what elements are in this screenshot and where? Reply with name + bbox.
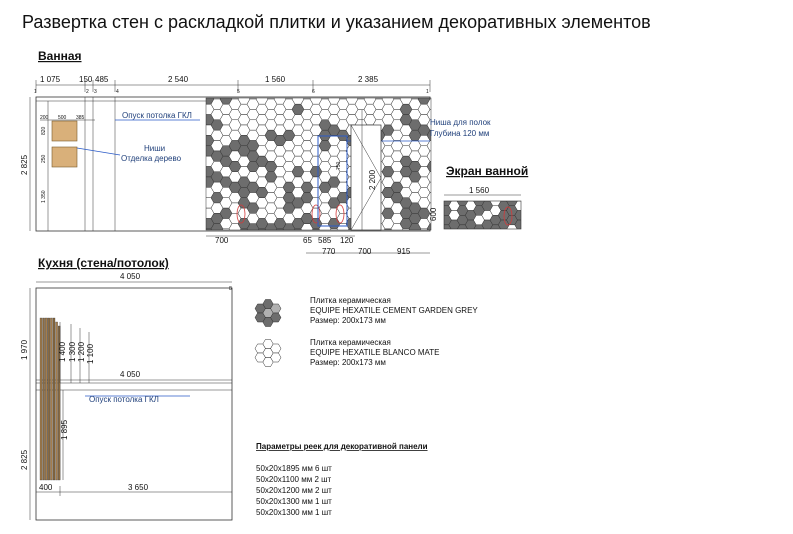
dim-2540: 2 540	[168, 75, 189, 84]
note-shelf-depth: Глубина 120 мм	[430, 129, 490, 138]
dim-750: 750	[336, 161, 342, 170]
dim-915: 915	[397, 247, 411, 256]
dim-250: 250	[41, 154, 47, 163]
dim-1075: 1 075	[40, 75, 61, 84]
dim-400: 400	[39, 483, 53, 492]
dim-1560: 1 560	[265, 75, 286, 84]
dim-1970: 1 970	[20, 339, 29, 360]
dim-150: 150	[79, 75, 93, 84]
dim-65: 65	[303, 236, 312, 245]
legend-grey-line3: Размер: 200х173 мм	[310, 316, 386, 325]
tile-white	[364, 229, 376, 239]
tile-white	[409, 89, 421, 99]
legend-hex	[271, 313, 281, 322]
tile-grey	[523, 225, 534, 235]
note-shelf-niche: Ниша для полок	[430, 118, 491, 127]
tile-white	[523, 196, 534, 206]
bathroom-section-label: Ванная	[38, 49, 82, 63]
params-item: 50х20х1300 мм 1 шт	[256, 497, 332, 506]
dim-kitchen-4050-top: 4 050	[120, 272, 141, 281]
legend-hex	[271, 353, 281, 362]
tile-grey	[265, 234, 277, 244]
dim-2825-left: 2 825	[20, 154, 29, 175]
dim-120: 120	[340, 236, 354, 245]
tile-grey	[515, 220, 526, 230]
legend-white-line3: Размер: 200х173 мм	[310, 358, 386, 367]
dim-screen-height: 600	[429, 207, 438, 221]
tile-white	[418, 229, 430, 239]
axis-mark: 1	[426, 89, 429, 95]
legend-grey-line1: Плитка керамическая	[310, 296, 391, 305]
dim-kitchen-ceiling-4050: 4 050	[120, 370, 141, 379]
tile-grey	[382, 229, 394, 239]
slat	[40, 318, 42, 480]
tile-grey	[256, 229, 268, 239]
tile-white	[211, 89, 223, 99]
dim-585: 585	[318, 236, 332, 245]
tile-white	[449, 191, 460, 201]
slat	[53, 318, 55, 480]
axis-mark: 5	[237, 89, 240, 95]
note-ceiling-drop-kitchen: Опуск потолка ГКЛ	[89, 395, 159, 404]
tile-grey	[523, 206, 534, 216]
bath-screen-label: Экран ванной	[446, 164, 529, 178]
axis-mark: 6	[312, 89, 315, 95]
tile-grey	[498, 230, 509, 240]
axis-mark: 1	[34, 89, 37, 95]
tile-white	[283, 89, 295, 99]
dim-slat-1100: 1 100	[86, 343, 95, 364]
hex-white-icon	[255, 339, 281, 366]
legend-white-line2: EQUIPE HEXATILE BLANCO MATE	[310, 348, 440, 357]
slat	[45, 318, 47, 480]
tile-grey	[283, 234, 295, 244]
dim-820: 820	[41, 126, 47, 135]
dim-screen-width: 1 560	[469, 186, 490, 195]
kitchen-axis-mark: 8	[229, 286, 232, 292]
tile-grey	[373, 234, 385, 244]
tile-grey	[449, 230, 460, 240]
niche-dim-385: 385	[76, 115, 85, 121]
dim-485: 485	[95, 75, 109, 84]
kitchen-section-label: Кухня (стена/потолок)	[38, 256, 169, 270]
tile-grey	[247, 234, 259, 244]
tile-grey	[515, 230, 526, 240]
tile-white	[409, 234, 421, 244]
tile-white	[391, 234, 403, 244]
tile-grey	[498, 191, 509, 201]
tile-white	[515, 201, 526, 211]
tile-grey	[238, 229, 250, 239]
slat	[50, 318, 52, 480]
legend-white-line1: Плитка керамическая	[310, 338, 391, 347]
niche-dim-200: 200	[40, 115, 49, 121]
axis-mark: 4	[116, 89, 119, 95]
legend-hex	[255, 304, 265, 313]
bathroom-bottom-dimensions	[206, 236, 430, 256]
dim-770: 770	[322, 247, 336, 256]
tile-grey	[229, 234, 241, 244]
tile-grey	[515, 211, 526, 221]
niche-bottom	[52, 147, 77, 167]
note-wood-finish: Отделка дерево	[121, 154, 182, 163]
tile-white	[515, 191, 526, 201]
tile-white	[355, 89, 367, 99]
bathroom-top-dimensions	[34, 75, 430, 95]
dim-slat-1400: 1 400	[58, 341, 67, 362]
tile-white	[427, 89, 439, 99]
tile-white	[247, 89, 259, 99]
niche-top	[52, 121, 77, 141]
tile-grey	[427, 234, 439, 244]
legend-hex	[271, 344, 281, 353]
dim-1350: 1 350	[41, 190, 47, 203]
axis-mark: 2	[86, 89, 89, 95]
dim-slat-1300: 1 300	[68, 341, 77, 362]
tile-grey	[355, 234, 367, 244]
hex-grey-icon	[255, 299, 281, 326]
tile-grey	[274, 229, 286, 239]
note-niches: Ниши	[144, 144, 166, 153]
axis-mark: 3	[94, 89, 97, 95]
params-item: 50х20х1300 мм 1 шт	[256, 508, 332, 517]
hex-tile-field	[202, 83, 439, 244]
params-item: 50х20х1200 мм 2 шт	[256, 486, 332, 495]
tile-white	[373, 89, 385, 99]
niche-dim-500: 500	[58, 115, 67, 121]
tile-white	[319, 89, 331, 99]
params-item: 50х20х1895 мм 6 шт	[256, 464, 332, 473]
params-heading: Параметры реек для декоративной панели	[256, 442, 428, 451]
dim-3650: 3 650	[128, 483, 149, 492]
dim-700-a: 700	[215, 236, 229, 245]
dim-slat-1200: 1 200	[77, 341, 86, 362]
legend-hex	[271, 304, 281, 313]
tile-white	[465, 230, 476, 240]
dim-700-b: 700	[358, 247, 372, 256]
dim-slat-1895: 1 895	[60, 419, 69, 440]
params-item: 50х20х1100 мм 2 шт	[256, 475, 332, 484]
tile-white	[265, 89, 277, 99]
dim-2200: 2 200	[368, 169, 377, 190]
tile-white	[391, 89, 403, 99]
tile-grey	[202, 229, 214, 239]
page-title: Развертка стен с раскладкой плитки и указанием декоративных элементов	[22, 12, 651, 32]
legend-hex	[255, 313, 265, 322]
dim-2385: 2 385	[358, 75, 379, 84]
tile-grey	[523, 187, 534, 197]
legend-hex	[255, 344, 265, 353]
tile-white	[482, 230, 493, 240]
tile-grey	[523, 215, 534, 225]
note-ceiling-drop-bath: Опуск потолка ГКЛ	[122, 111, 192, 120]
bathroom-door	[351, 110, 381, 230]
tile-white	[337, 89, 349, 99]
tile-white	[400, 229, 412, 239]
legend-grey-line2: EQUIPE HEXATILE CEMENT GARDEN GREY	[310, 306, 478, 315]
slat	[48, 318, 50, 480]
dim-kitchen-2825: 2 825	[20, 449, 29, 470]
legend-hex	[255, 353, 265, 362]
slat	[43, 318, 45, 480]
